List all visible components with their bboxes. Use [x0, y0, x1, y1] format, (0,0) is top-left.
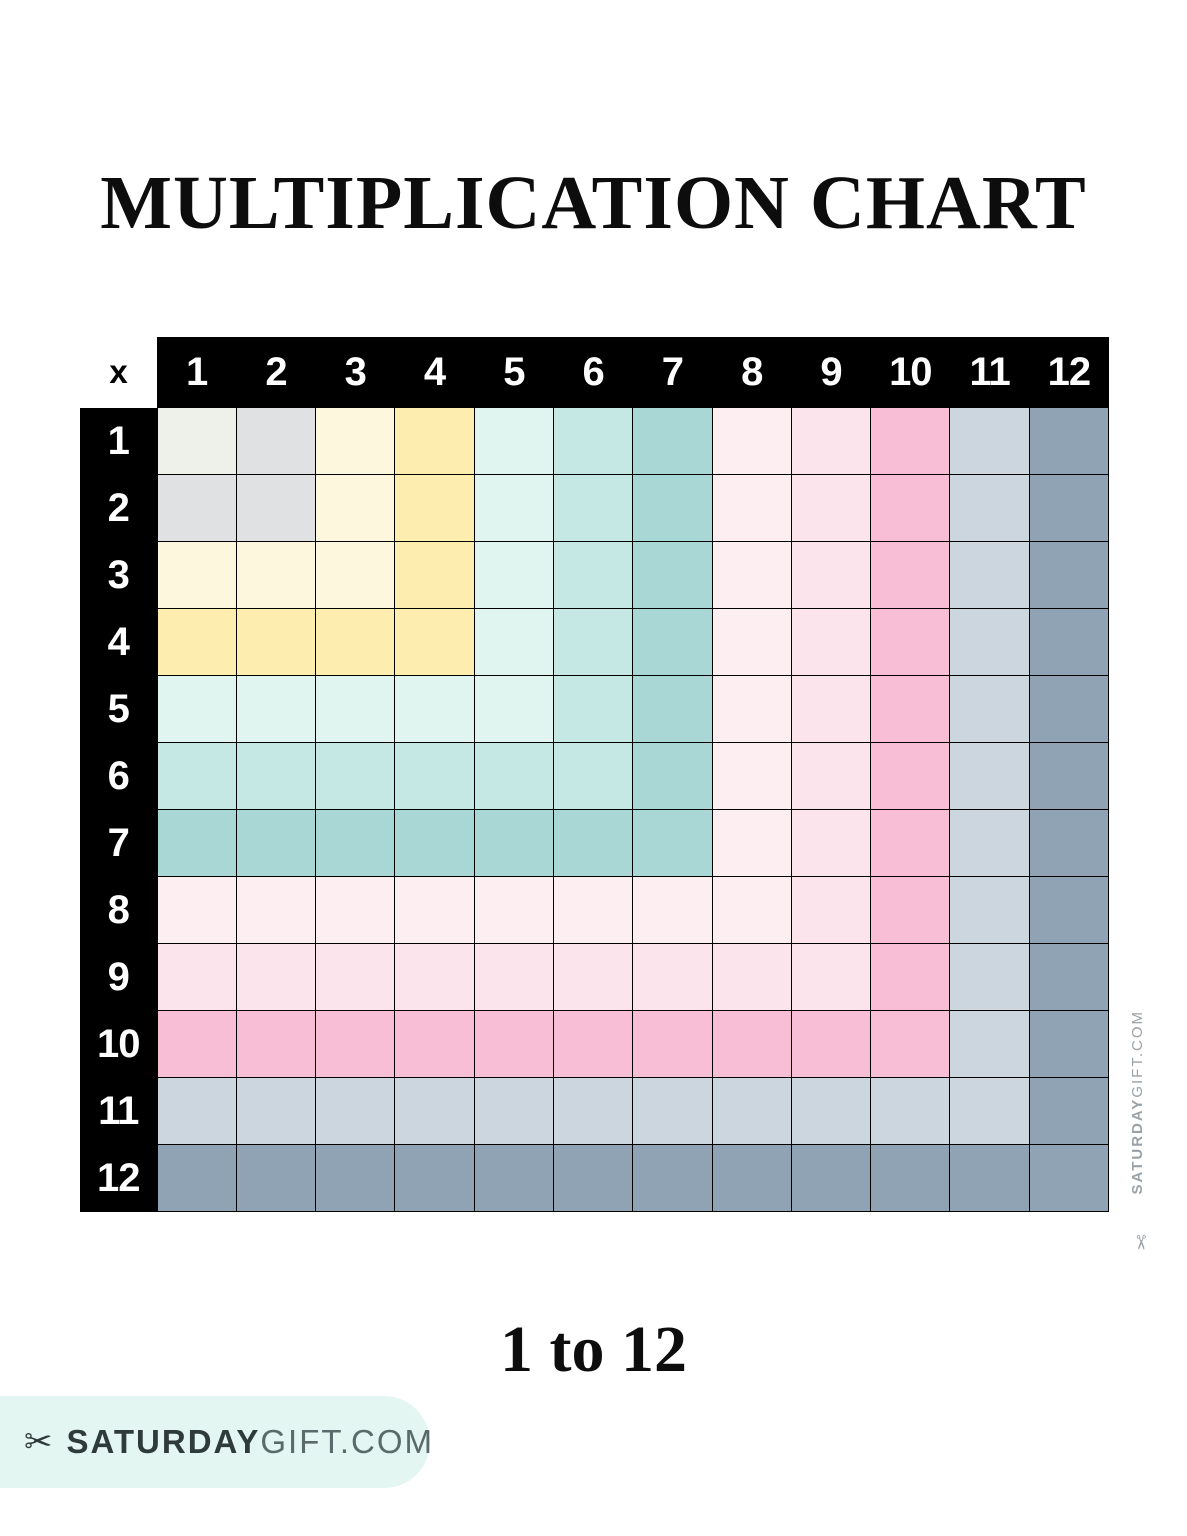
grid-cell[interactable] — [553, 475, 632, 542]
grid-cell[interactable] — [791, 1145, 870, 1212]
grid-cell[interactable] — [553, 609, 632, 676]
grid-cell[interactable] — [712, 542, 791, 609]
grid-cell[interactable] — [474, 609, 553, 676]
grid-cell[interactable] — [633, 1078, 712, 1145]
grid-cell[interactable] — [950, 676, 1029, 743]
grid-cell[interactable] — [157, 944, 236, 1011]
grid-cell[interactable] — [157, 542, 236, 609]
grid-cell[interactable] — [395, 1145, 474, 1212]
header-row — [80, 337, 1109, 408]
grid-cell[interactable] — [1029, 408, 1108, 475]
grid-cell[interactable] — [950, 1078, 1029, 1145]
grid-cell[interactable] — [1029, 1011, 1108, 1078]
grid-cell[interactable] — [950, 743, 1029, 810]
grid-cell[interactable] — [712, 1145, 791, 1212]
grid-cell[interactable] — [395, 609, 474, 676]
table-body — [80, 408, 1109, 1212]
side-credit-bold: SATURDAY — [1129, 1097, 1146, 1195]
corner-cell: x — [80, 337, 157, 408]
grid-cell[interactable] — [157, 1145, 236, 1212]
grid-cell[interactable] — [157, 475, 236, 542]
grid-cell[interactable] — [236, 1145, 315, 1212]
table-row — [80, 1011, 1109, 1078]
row-header: 6 — [80, 743, 157, 810]
grid-cell[interactable] — [474, 408, 553, 475]
grid-cell[interactable] — [871, 542, 950, 609]
grid-cell[interactable] — [712, 1011, 791, 1078]
table-row — [80, 877, 1109, 944]
grid-cell[interactable] — [316, 408, 395, 475]
grid-cell[interactable] — [395, 1078, 474, 1145]
grid-cell[interactable] — [474, 1145, 553, 1212]
grid-cell[interactable] — [950, 810, 1029, 877]
column-header: 9 — [791, 337, 870, 408]
grid-cell[interactable] — [950, 1011, 1029, 1078]
row-header: 11 — [80, 1078, 157, 1145]
row-header: 10 — [80, 1011, 157, 1078]
grid-cell[interactable] — [316, 944, 395, 1011]
grid-cell[interactable] — [633, 676, 712, 743]
page-title: MULTIPLICATION CHART — [100, 161, 1087, 245]
grid-cell[interactable] — [474, 1078, 553, 1145]
column-header: 7 — [633, 337, 712, 408]
grid-cell[interactable] — [553, 944, 632, 1011]
grid-cell[interactable] — [871, 1078, 950, 1145]
table-row — [80, 475, 1109, 542]
grid-cell[interactable] — [633, 1011, 712, 1078]
logo-bold-text: SATURDAY — [66, 1423, 261, 1460]
column-header: 6 — [553, 337, 632, 408]
grid-cell[interactable] — [871, 743, 950, 810]
table-row — [80, 743, 1109, 810]
side-credit — [1128, 1010, 1159, 1253]
grid-cell[interactable] — [950, 408, 1029, 475]
grid-cell[interactable] — [791, 542, 870, 609]
chart-subtitle: 1 to 12 — [500, 1313, 687, 1386]
grid-cell[interactable] — [553, 542, 632, 609]
table-row — [80, 944, 1109, 1011]
grid-cell[interactable] — [474, 743, 553, 810]
grid-cell[interactable] — [871, 877, 950, 944]
column-header: 4 — [395, 337, 474, 408]
grid-cell[interactable] — [950, 475, 1029, 542]
grid-cell[interactable] — [791, 408, 870, 475]
grid-cell[interactable] — [1029, 877, 1108, 944]
multiplication-table — [80, 337, 1109, 1212]
column-header: 11 — [950, 337, 1029, 408]
grid-cell[interactable] — [316, 676, 395, 743]
row-header: 9 — [80, 944, 157, 1011]
grid-cell[interactable] — [553, 877, 632, 944]
table-header — [80, 337, 1109, 408]
grid-cell[interactable] — [157, 810, 236, 877]
row-header: 1 — [80, 408, 157, 475]
grid-cell[interactable] — [395, 408, 474, 475]
grid-cell[interactable] — [236, 743, 315, 810]
table-row — [80, 1078, 1109, 1145]
grid-cell[interactable] — [316, 1078, 395, 1145]
grid-cell[interactable] — [157, 877, 236, 944]
column-header: 3 — [316, 337, 395, 408]
grid-cell[interactable] — [553, 676, 632, 743]
grid-cell[interactable] — [1029, 542, 1108, 609]
scissors-icon: ✂ — [24, 1423, 53, 1461]
grid-cell[interactable] — [316, 475, 395, 542]
grid-cell[interactable] — [553, 1145, 632, 1212]
grid-cell[interactable] — [157, 1078, 236, 1145]
grid-cell[interactable] — [395, 542, 474, 609]
grid-cell[interactable] — [236, 810, 315, 877]
grid-cell[interactable] — [395, 1011, 474, 1078]
grid-cell[interactable] — [633, 743, 712, 810]
grid-cell[interactable] — [950, 877, 1029, 944]
grid-cell[interactable] — [1029, 944, 1108, 1011]
grid-cell[interactable] — [395, 475, 474, 542]
grid-cell[interactable] — [157, 743, 236, 810]
grid-cell[interactable] — [712, 810, 791, 877]
grid-cell[interactable] — [474, 877, 553, 944]
grid-cell[interactable] — [871, 475, 950, 542]
grid-cell[interactable] — [791, 743, 870, 810]
grid-cell[interactable] — [791, 944, 870, 1011]
grid-cell[interactable] — [633, 1145, 712, 1212]
grid-cell[interactable] — [712, 877, 791, 944]
row-header: 5 — [80, 676, 157, 743]
table-row — [80, 810, 1109, 877]
multiplication-chart — [80, 337, 1109, 1212]
grid-cell[interactable] — [316, 743, 395, 810]
table-row — [80, 609, 1109, 676]
row-header: 8 — [80, 877, 157, 944]
side-credit-text — [1129, 1010, 1146, 1195]
grid-cell[interactable] — [633, 944, 712, 1011]
grid-cell[interactable] — [633, 810, 712, 877]
row-header: 12 — [80, 1145, 157, 1212]
grid-cell[interactable] — [791, 1011, 870, 1078]
grid-cell[interactable] — [871, 1011, 950, 1078]
table-row — [80, 1145, 1109, 1212]
grid-cell[interactable] — [712, 475, 791, 542]
grid-cell[interactable] — [871, 408, 950, 475]
column-header: 8 — [712, 337, 791, 408]
grid-cell[interactable] — [316, 1145, 395, 1212]
grid-cell[interactable] — [633, 542, 712, 609]
grid-cell[interactable] — [712, 944, 791, 1011]
logo-wordmark — [67, 1423, 435, 1461]
grid-cell[interactable] — [157, 408, 236, 475]
grid-cell[interactable] — [395, 676, 474, 743]
grid-cell[interactable] — [474, 676, 553, 743]
grid-cell[interactable] — [474, 810, 553, 877]
column-header: 10 — [871, 337, 950, 408]
grid-cell[interactable] — [871, 810, 950, 877]
grid-cell[interactable] — [474, 944, 553, 1011]
grid-cell[interactable] — [1029, 743, 1108, 810]
grid-cell[interactable] — [791, 1078, 870, 1145]
grid-cell[interactable] — [1029, 1145, 1108, 1212]
grid-cell[interactable] — [791, 877, 870, 944]
grid-cell[interactable] — [791, 810, 870, 877]
grid-cell[interactable] — [553, 743, 632, 810]
grid-cell[interactable] — [633, 877, 712, 944]
grid-cell[interactable] — [316, 609, 395, 676]
grid-cell[interactable] — [236, 542, 315, 609]
grid-cell[interactable] — [553, 408, 632, 475]
grid-cell[interactable] — [633, 408, 712, 475]
grid-cell[interactable] — [553, 1078, 632, 1145]
saturdaygift-logo[interactable] — [0, 1396, 435, 1488]
grid-cell[interactable] — [791, 609, 870, 676]
scissors-icon: ✂ — [1128, 1234, 1151, 1253]
grid-cell[interactable] — [395, 810, 474, 877]
grid-cell[interactable] — [157, 1011, 236, 1078]
grid-cell[interactable] — [1029, 1078, 1108, 1145]
grid-cell[interactable] — [633, 609, 712, 676]
table-row — [80, 408, 1109, 475]
grid-cell[interactable] — [950, 609, 1029, 676]
side-credit-light: GIFT.COM — [1129, 1010, 1146, 1098]
grid-cell[interactable] — [712, 1078, 791, 1145]
grid-cell[interactable] — [712, 676, 791, 743]
grid-cell[interactable] — [871, 609, 950, 676]
grid-cell[interactable] — [236, 877, 315, 944]
grid-cell[interactable] — [236, 475, 315, 542]
grid-cell[interactable] — [236, 408, 315, 475]
column-header: 2 — [236, 337, 315, 408]
row-header: 4 — [80, 609, 157, 676]
column-header: 1 — [157, 337, 236, 408]
grid-cell[interactable] — [950, 1145, 1029, 1212]
grid-cell[interactable] — [553, 810, 632, 877]
logo-light-text: GIFT.COM — [260, 1423, 435, 1460]
grid-cell[interactable] — [712, 408, 791, 475]
grid-cell[interactable] — [474, 1011, 553, 1078]
grid-cell[interactable] — [712, 609, 791, 676]
grid-cell[interactable] — [395, 944, 474, 1011]
grid-cell[interactable] — [1029, 609, 1108, 676]
grid-cell[interactable] — [316, 1011, 395, 1078]
column-header: 12 — [1029, 337, 1108, 408]
grid-cell[interactable] — [157, 676, 236, 743]
grid-cell[interactable] — [316, 542, 395, 609]
grid-cell[interactable] — [316, 810, 395, 877]
grid-cell[interactable] — [474, 475, 553, 542]
grid-cell[interactable] — [395, 743, 474, 810]
column-header: 5 — [474, 337, 553, 408]
grid-cell[interactable] — [395, 877, 474, 944]
grid-cell[interactable] — [1029, 810, 1108, 877]
grid-cell[interactable] — [712, 743, 791, 810]
grid-cell[interactable] — [236, 1011, 315, 1078]
row-header: 2 — [80, 475, 157, 542]
grid-cell[interactable] — [950, 944, 1029, 1011]
grid-cell[interactable] — [316, 877, 395, 944]
table-row — [80, 542, 1109, 609]
grid-cell[interactable] — [236, 1078, 315, 1145]
grid-cell[interactable] — [871, 676, 950, 743]
grid-cell[interactable] — [1029, 475, 1108, 542]
grid-cell[interactable] — [633, 475, 712, 542]
grid-cell[interactable] — [553, 1011, 632, 1078]
grid-cell[interactable] — [236, 676, 315, 743]
grid-cell[interactable] — [1029, 676, 1108, 743]
grid-cell[interactable] — [871, 944, 950, 1011]
row-header: 3 — [80, 542, 157, 609]
table-row — [80, 676, 1109, 743]
grid-cell[interactable] — [791, 676, 870, 743]
row-header: 7 — [80, 810, 157, 877]
grid-cell[interactable] — [157, 609, 236, 676]
grid-cell[interactable] — [950, 542, 1029, 609]
grid-cell[interactable] — [236, 944, 315, 1011]
grid-cell[interactable] — [791, 475, 870, 542]
grid-cell[interactable] — [871, 1145, 950, 1212]
grid-cell[interactable] — [474, 542, 553, 609]
grid-cell[interactable] — [236, 609, 315, 676]
